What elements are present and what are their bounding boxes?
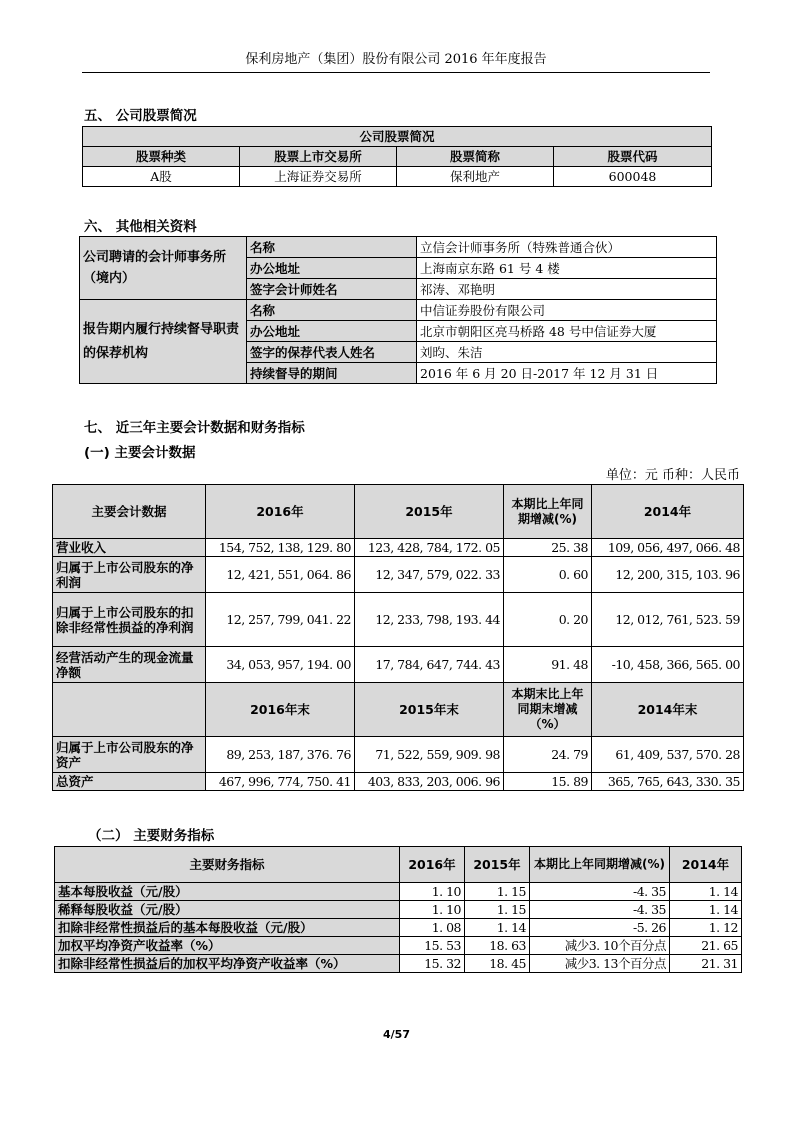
t1-head: 2015年 <box>355 485 504 539</box>
col-exchange: 股票上市交易所 <box>240 147 397 167</box>
t2-cell: 1. 14 <box>670 901 742 919</box>
col-stock-code: 股票代码 <box>554 147 712 167</box>
t1-cell: 12, 421, 551, 064. 86 <box>206 557 355 593</box>
t2-row-label: 稀释每股收益（元/股） <box>55 901 400 919</box>
t1-cell: 12, 233, 798, 193. 44 <box>355 593 504 647</box>
report-header: 保利房地产（集团）股份有限公司 2016 年年度报告 <box>245 52 547 67</box>
t1-cell: 17, 784, 647, 744. 43 <box>355 647 504 683</box>
t2-cell: 减少3. 13个百分点 <box>530 955 670 973</box>
stock-code: 600048 <box>554 167 712 187</box>
sponsor-value: 刘昀、朱洁 <box>417 342 717 363</box>
sponsor-key: 签字的保荐代表人姓名 <box>247 342 417 363</box>
t2-cell: 18. 45 <box>465 955 530 973</box>
sponsor-key: 持续督导的期间 <box>247 363 417 384</box>
t1-cell: 0. 60 <box>504 557 592 593</box>
t1-row-label: 归属于上市公司股东的净利润 <box>53 557 206 593</box>
t1-cell: 365, 765, 643, 330. 35 <box>592 773 744 791</box>
t1-row-label: 营业收入 <box>53 539 206 557</box>
t2-cell: 21. 65 <box>670 937 742 955</box>
t1-head2: 2015年末 <box>355 683 504 737</box>
t1-cell: 25. 38 <box>504 539 592 557</box>
t1-cell: 12, 257, 799, 041. 22 <box>206 593 355 647</box>
t2-head: 2015年 <box>465 847 530 883</box>
t1-cell: 123, 428, 784, 172. 05 <box>355 539 504 557</box>
t1-cell: 154, 752, 138, 129. 80 <box>206 539 355 557</box>
section6-heading: 六、 其他相关资料 <box>84 219 197 235</box>
t1-cell: 89, 253, 187, 376. 76 <box>206 737 355 773</box>
t2-cell: 减少3. 10个百分点 <box>530 937 670 955</box>
section5-heading: 五、 公司股票简况 <box>84 108 197 124</box>
t1-cell: 467, 996, 774, 750. 41 <box>206 773 355 791</box>
auditor-value: 上海南京东路 61 号 4 楼 <box>417 258 717 279</box>
auditor-value: 祁涛、邓艳明 <box>417 279 717 300</box>
t2-head: 本期比上年同期增减(%) <box>530 847 670 883</box>
t2-cell: -5. 26 <box>530 919 670 937</box>
auditor-label: 公司聘请的会计师事务所（境内） <box>80 237 247 300</box>
t1-head2: 2016年末 <box>206 683 355 737</box>
other-info-table <box>79 236 717 384</box>
sponsor-key: 办公地址 <box>247 321 417 342</box>
t2-row-label: 扣除非经常性损益后的基本每股收益（元/股） <box>55 919 400 937</box>
t2-cell: 15. 32 <box>400 955 465 973</box>
t1-head2: 2014年末 <box>592 683 744 737</box>
t1-cell: 91. 48 <box>504 647 592 683</box>
stock-table <box>82 126 712 187</box>
sponsor-value: 北京市朝阳区亮马桥路 48 号中信证券大厦 <box>417 321 717 342</box>
t2-cell: 1. 12 <box>670 919 742 937</box>
col-short-name: 股票简称 <box>397 147 554 167</box>
accounting-data-table <box>52 484 744 791</box>
header-divider <box>82 72 710 73</box>
section7-heading: 七、 近三年主要会计数据和财务指标 <box>84 420 305 436</box>
stock-type: A股 <box>83 167 240 187</box>
t2-row-label: 加权平均净资产收益率（%） <box>55 937 400 955</box>
t1-cell: 71, 522, 559, 909. 98 <box>355 737 504 773</box>
t1-cell: 109, 056, 497, 066. 48 <box>592 539 744 557</box>
t2-cell: 1. 10 <box>400 883 465 901</box>
page-number: 4/57 <box>383 1028 410 1041</box>
t2-cell: 18. 63 <box>465 937 530 955</box>
t1-head2: 本期末比上年同期末增减（%） <box>504 683 592 737</box>
t1-cell: 12, 347, 579, 022. 33 <box>355 557 504 593</box>
auditor-key: 名称 <box>247 237 417 258</box>
t1-cell: 15. 89 <box>504 773 592 791</box>
sponsor-value: 中信证券股份有限公司 <box>417 300 717 321</box>
t1-head: 2016年 <box>206 485 355 539</box>
t1-cell: 24. 79 <box>504 737 592 773</box>
short-name: 保利地产 <box>397 167 554 187</box>
auditor-key: 签字会计师姓名 <box>247 279 417 300</box>
t1-cell: 34, 053, 957, 194. 00 <box>206 647 355 683</box>
t1-cell: 403, 833, 203, 006. 96 <box>355 773 504 791</box>
t1-head2 <box>53 683 206 737</box>
t2-cell: 15. 53 <box>400 937 465 955</box>
t2-head: 2016年 <box>400 847 465 883</box>
t2-cell: -4. 35 <box>530 901 670 919</box>
t2-cell: 1. 10 <box>400 901 465 919</box>
t1-row-label: 总资产 <box>53 773 206 791</box>
t1-cell: 12, 200, 315, 103. 96 <box>592 557 744 593</box>
col-stock-type: 股票种类 <box>83 147 240 167</box>
t1-head: 2014年 <box>592 485 744 539</box>
exchange: 上海证券交易所 <box>240 167 397 187</box>
t2-head: 2014年 <box>670 847 742 883</box>
t2-cell: 1. 08 <box>400 919 465 937</box>
t1-head: 主要会计数据 <box>53 485 206 539</box>
t2-head: 主要财务指标 <box>55 847 400 883</box>
t2-cell: 21. 31 <box>670 955 742 973</box>
t2-cell: 1. 15 <box>465 883 530 901</box>
t1-cell: 61, 409, 537, 570. 28 <box>592 737 744 773</box>
t1-head: 本期比上年同期增减(%) <box>504 485 592 539</box>
t1-cell: 0. 20 <box>504 593 592 647</box>
t2-cell: 1. 15 <box>465 901 530 919</box>
sponsor-label: 报告期内履行持续督导职责的保荐机构 <box>80 300 247 384</box>
sponsor-key: 名称 <box>247 300 417 321</box>
t1-cell: 12, 012, 761, 523. 59 <box>592 593 744 647</box>
t1-row-label: 归属于上市公司股东的净资产 <box>53 737 206 773</box>
stock-table-title: 公司股票简况 <box>83 127 712 147</box>
t1-row-label: 经营活动产生的现金流量净额 <box>53 647 206 683</box>
financial-indicators-table <box>54 846 742 973</box>
t2-cell: 1. 14 <box>465 919 530 937</box>
subsection-accounting-data: (一) 主要会计数据 <box>84 445 196 461</box>
t2-cell: 1. 14 <box>670 883 742 901</box>
auditor-value: 立信会计师事务所（特殊普通合伙） <box>417 237 717 258</box>
subsection-financial-indicators: （二） 主要财务指标 <box>88 828 215 844</box>
t1-row-label: 归属于上市公司股东的扣除非经常性损益的净利润 <box>53 593 206 647</box>
unit-currency-note: 单位：元 币种：人民币 <box>605 468 740 483</box>
t1-cell: -10, 458, 366, 565. 00 <box>592 647 744 683</box>
sponsor-value: 2016 年 6 月 20 日-2017 年 12 月 31 日 <box>417 363 717 384</box>
t2-row-label: 基本每股收益（元/股） <box>55 883 400 901</box>
auditor-key: 办公地址 <box>247 258 417 279</box>
t2-cell: -4. 35 <box>530 883 670 901</box>
t2-row-label: 扣除非经常性损益后的加权平均净资产收益率（%） <box>55 955 400 973</box>
